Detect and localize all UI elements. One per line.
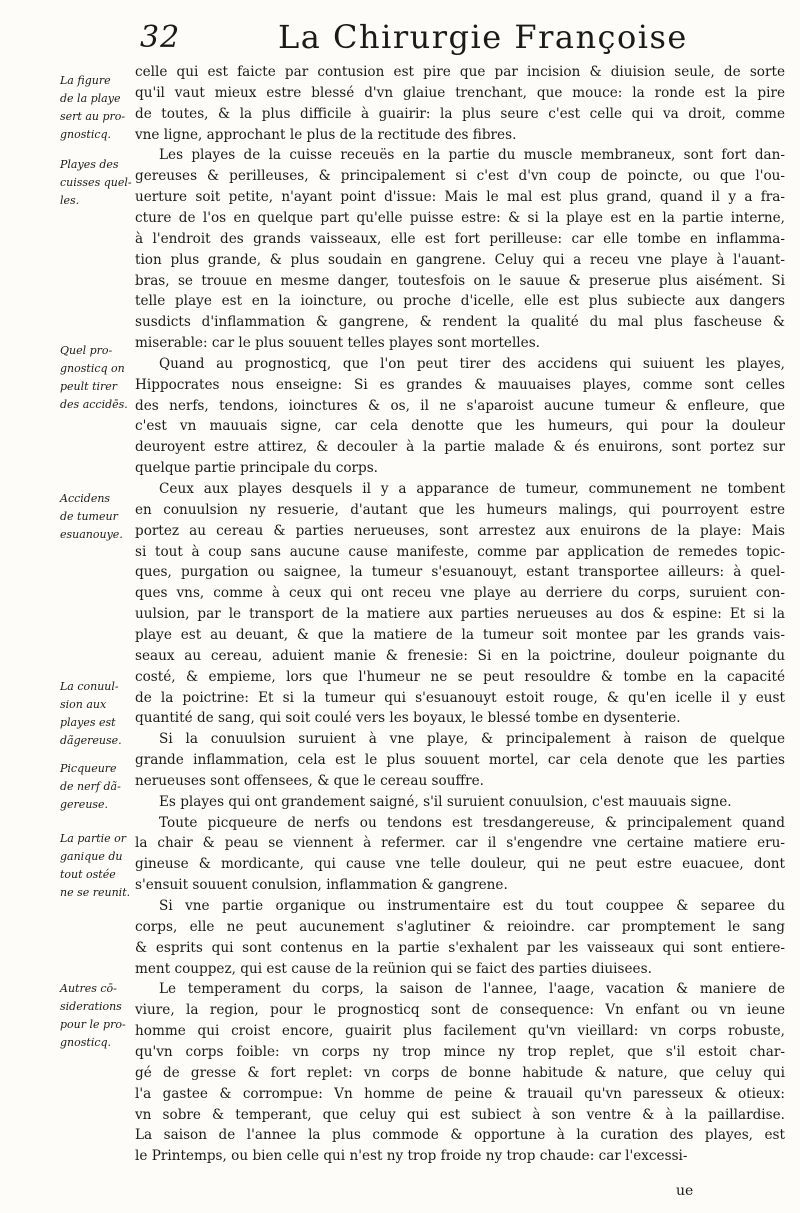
text-line: c'est vn mauuais signe, car cela denotte que les humeurs, qui pour la douleur	[135, 418, 785, 435]
text-line: Ceux aux playes desquels il y a apparance de tumeur, communement ne tombent	[159, 481, 785, 497]
margin-note-line: gnosticq.	[60, 128, 112, 141]
text-line: des nerfs, tendons, ioinctures & os, il ne s'aparoist aucune tumeur & enfleure, que	[135, 397, 785, 414]
margin-note-line: La figure	[60, 74, 111, 87]
text-line: seaux au cereau, aduient manie & frenesie: Si en la poictrine, douleur poignante du	[135, 647, 785, 664]
text-line: Es playes qui ont grandement saigné, s'il suruient conuulsion, c'est mauuais signe.	[159, 793, 732, 810]
text-line: homme qui croist encore, guairit plus facilement qu'vn vieillard: vn corps robuste,	[135, 1023, 785, 1040]
text-line: La saison de l'annee la plus commode & opportune à la curation des playes, est	[135, 1127, 785, 1144]
text-line: grande inflammation, cela est le plus souuent mortel, car cela denote que les parties	[135, 752, 785, 769]
text-line: Toute picqueure de nerfs ou tendons est tresdangereuse, & principalement quand	[159, 814, 785, 831]
text-line: Le temperament du corps, la saison de l'annee, l'aage, vacation & maniere de	[159, 981, 785, 998]
text-line: Les playes de la cuisse receuës en la partie du muscle membraneux, sont fort dan-	[159, 147, 785, 164]
text-line: uulsion, par le transport de la matiere aux parties nerueuses au dos & espine: Et si la	[135, 606, 785, 623]
margin-note-line: les.	[60, 194, 80, 207]
text-line: qu'il vaut mieux estre blessé d'vn glaiue trenchant, que mouce: la ronde est la pire	[135, 84, 785, 101]
margin-note-line: Picqueure	[60, 762, 117, 775]
margin-note-line: sion aux	[60, 698, 107, 711]
margin-note	[60, 760, 132, 814]
text-line: quelque partie principale du corps.	[135, 460, 379, 477]
margin-note-line: sert au pro-	[60, 110, 126, 123]
margin-note-line: dãgereuse.	[60, 734, 122, 747]
text-line: & esprits qui sont contenus en la partie s'exhalent par les vaisseaux qui sont entiere-	[135, 939, 785, 956]
margin-note-line: Autres cō-	[60, 982, 117, 995]
text-line: bras, se trouue en mesme danger, toutesfois on le sauue & preserue plus aisément. Si	[135, 272, 785, 289]
text-line: le Printemps, ou bien celle qui n'est ny trop froide ny trop chaude: car l'excessi-	[135, 1148, 688, 1165]
margin-note-line: ganique du	[60, 850, 123, 863]
text-line: en conuulsion ny resuerie, d'autant que les humeurs malings, qui pourroyent estre	[135, 501, 785, 518]
text-line: ques, purgation ou saignee, la tumeur s'esuanouyt, estant transportee ailleurs: à quel-	[135, 564, 785, 581]
text-line: si tout à coup sans aucune cause manifeste, comme par application de remedes topic-	[135, 543, 785, 560]
text-line: ment couppez, qui est cause de la reünion qui se faict des parties diuisees.	[135, 960, 652, 977]
text-line: Si vne partie organique ou instrumentaire est du tout couppee & separee du	[159, 898, 785, 914]
margin-note-line: de nerf dã-	[60, 780, 121, 793]
page-number: 32	[140, 20, 181, 55]
margin-note	[60, 830, 132, 902]
text-line: costé, & empieme, lors que l'humeur ne se peut resouldre & tombe en la capacité	[135, 668, 785, 685]
text-line: Si la conuulsion suruient à vne playe, & principalement à raison de quelque	[159, 731, 785, 748]
margin-note-line: siderations	[60, 1000, 122, 1013]
page-header	[128, 18, 788, 68]
margin-note-line: tout ostée	[60, 868, 116, 881]
text-line: la chair & peau se viennent à refermer. car il s'engendre vne certaine matiere eru-	[135, 835, 785, 852]
text-line: viure, la region, pour le prognosticq sont de consequence: Vn enfant ou vn ieune	[135, 1002, 785, 1019]
text-line: quantité de sang, qui soit coulé vers les boyaux, le blessé tombe en dysenterie.	[135, 710, 681, 727]
margin-note-line: gnosticq on	[60, 362, 125, 375]
margin-note-line: La conuul-	[60, 680, 119, 693]
margin-note-line: Playes des	[60, 158, 119, 171]
margin-note	[60, 72, 132, 144]
text-line: deuroyent estre attirez, & decouler à la partie malade & és enuirons, sont portez sur	[135, 439, 785, 456]
margin-note-line: Quel pro-	[60, 344, 113, 357]
text-line: nerueuses sont offensees, & que le cereau souffre.	[135, 772, 484, 789]
running-title: La Chirurgie Françoise	[278, 18, 688, 56]
text-line: susdicts d'inflammation & gangrene, & rendent la qualité du mal plus fascheuse &	[135, 314, 785, 331]
text-line: qu'vn corps foible: vn corps ny trop mince ny trop replet, que s'il estoit char-	[135, 1043, 785, 1060]
margin-note-line: playes est	[60, 716, 116, 729]
text-line: gineuse & mordicante, qui cause vne telle douleur, qui ne peut estre euacuee, dont	[135, 856, 785, 873]
margin-note	[60, 156, 132, 210]
margin-note-line: ne se reunit.	[60, 886, 131, 899]
text-line: Quand au prognosticq, que l'on peut tirer des accidens qui suiuent les playes,	[159, 355, 785, 372]
text-line: cture de l'os en quelque part qu'elle puisse estre: & si la playe est en la partie interne,	[135, 209, 785, 226]
margin-note	[60, 980, 132, 1052]
margin-note-line: Accidens	[60, 492, 111, 505]
margin-note-line: La partie or	[60, 832, 127, 845]
text-line: de toutes, & la plus difficile à guairir: la plus seure c'est celle qui va droit, comme	[135, 105, 785, 122]
text-line: playe est au deuant, & que la matiere de la tumeur soit montee par les grands vais-	[135, 626, 785, 643]
margin-note-line: gnosticq.	[60, 1036, 112, 1049]
margin-note-line: des accidēs.	[60, 398, 128, 411]
text-line: Hippocrates nous enseigne: Si es grandes & mauuaises playes, comme sont celles	[135, 376, 785, 393]
text-line: l'a gastee & corrompue: Vn homme de peine & trauail qu'vn paresseux & otieux:	[135, 1085, 785, 1102]
text-line: gereuses & perilleuses, & principalement si c'est d'vn coup de poincte, ou que l'ou-	[135, 168, 785, 185]
text-line: ques vns, comme à ceux qui ont receu vne playe au derriere du corps, suruient con-	[135, 585, 785, 602]
margin-note-line: cuisses quel-	[60, 176, 132, 189]
text-line: uerture soit petite, n'ayant point d'issue: Mais le mal est plus grand, quand il y a fra-	[135, 189, 785, 206]
margin-note-line: gereuse.	[60, 798, 109, 811]
margin-note-line: esuanouye.	[60, 528, 123, 541]
text-line: gé de gresse & fort replet: vn corps de bonne habitude & nature, que celuy qui	[135, 1064, 785, 1081]
text-line: vn sobre & temperant, que celuy qui est subiect à son ventre & à la paillardise.	[135, 1106, 785, 1123]
margin-note	[60, 678, 132, 750]
margin-note-line: de la playe	[60, 92, 121, 105]
text-line: de la poictrine: Et si la tumeur qui s'esuanouyt estoit rouge, & qu'en icelle il y eust	[135, 689, 785, 706]
text-line: telle playe est en la ioincture, ou proche d'icelle, elle est plus subiecte aux dangers	[135, 293, 785, 310]
text-line: tion plus grande, & plus soudain en gangrene. Celuy qui a receu vne playe à l'auant-	[135, 251, 785, 268]
text-line: corps, elle ne peut aucunement s'aglutiner & reioindre. car promptement le sang	[135, 918, 785, 935]
margin-note-line: peult tirer	[60, 380, 118, 393]
margin-note	[60, 342, 132, 414]
text-line: celle qui est faicte par contusion est pire que par incision & diuision seule, de sorte	[135, 64, 785, 80]
text-line: miserable: car le plus souuent telles playes sont mortelles.	[135, 335, 540, 352]
margin-note-line: de tumeur	[60, 510, 118, 523]
text-line: vne ligne, approchant le plus de la rectitude des fibres.	[135, 126, 517, 143]
text-line: s'ensuit souuent conulsion, inflammation & gangrene.	[135, 877, 508, 894]
catchword: ue	[676, 1183, 694, 1199]
margin-note-line: pour le pro-	[60, 1018, 126, 1031]
margin-note	[60, 490, 132, 544]
text-line: à l'endroit des grands vaisseaux, elle est fort perilleuse: car elle tombe en inflamma-	[135, 230, 785, 247]
text-line: portez au cereau & parties nerueuses, sont arrestez aux enuirons de la playe: Mais	[135, 522, 785, 539]
